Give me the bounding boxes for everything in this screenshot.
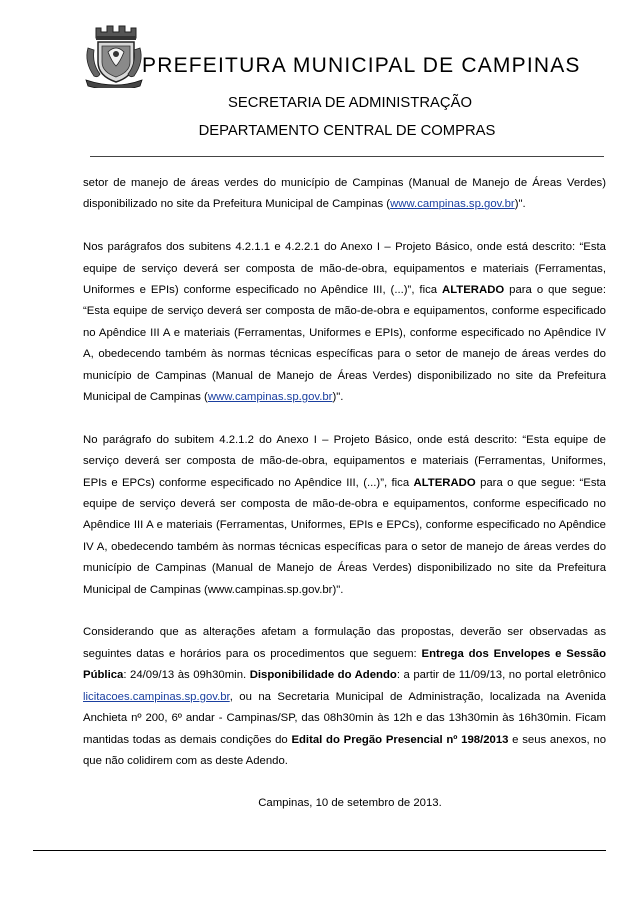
paragraph-text: e seus anexos, no que não colidirem com as deste Adendo.	[83, 733, 607, 767]
paragraph-text: : a partir de 11/09/13, no portal eletrônico	[396, 669, 606, 682]
paragraph-text: Nos parágrafos dos subitens 4.2.1.1 e 4.2.2.1 do Anexo I – Projeto Básico, onde está descrito: “Esta equipe de serviço deverá ser composta de mão-de-obra, equipamentos e materiais (Ferramentas, Uniformes e EPIs) conforme especificado no Apêndice III, (...)”, fica	[83, 241, 606, 297]
coat-of-arms-logo	[82, 22, 146, 88]
header-divider	[90, 156, 604, 157]
paragraph-4	[83, 622, 606, 772]
portal-link[interactable]: licitacoes.campinas.sp.gov.br	[83, 690, 230, 703]
paragraph-text: )".	[332, 391, 344, 404]
envelope-delivery-heading: Entrega dos Envelopes e Sessão Pública	[83, 647, 606, 682]
closing-date: Campinas, 10 de setembro de 2013.	[258, 797, 442, 809]
website-link[interactable]: www.campinas.sp.gov.br	[390, 198, 515, 211]
altered-keyword: ALTERADO	[413, 476, 476, 489]
altered-keyword: ALTERADO	[442, 284, 505, 297]
paragraph-text: Considerando que as alterações afetam a formulação das propostas, deverão ser observadas as seguintes datas e horários para os procedimentos que seguem:	[83, 626, 606, 660]
addendum-availability-heading: Disponibilidade do Adendo	[249, 669, 397, 682]
paragraph-3	[83, 430, 606, 601]
website-link[interactable]: www.campinas.sp.gov.br	[207, 391, 333, 404]
document-body	[83, 173, 606, 772]
paragraph-text: para o que segue: “Esta equipe de serviço deverá ser composta de mão-de-obra e equipamentos, conforme especificado no Apêndice III A e materiais (Ferramentas, Uniformes e EPIs), conforme especificado no Apêndice IV A, obedecendo também às normas técnicas específicas para o setor de manejo de áreas verdes do município de Campinas (Manual de Manejo de Áreas Verdes) disponibilizado no site da Prefeitura Municipal de Campinas (	[83, 284, 606, 404]
paragraph-text: setor de manejo de áreas verdes do município de Campinas (Manual de Manejo de Áreas Verdes) disponibilizado no site da Prefeitura Municipal de Campinas (	[83, 177, 606, 211]
secretariat-subtitle: SECRETARIA DE ADMINISTRAÇÃO	[228, 95, 472, 111]
paragraph-1	[83, 173, 606, 216]
footer-divider	[33, 850, 606, 851]
paragraph-text: , ou na Secretaria Municipal de Administração, localizada na Avenida Anchieta nº 200, 6º andar - Campinas/SP, das 08h30min às 12h e das 13h30min às 16h30min. Ficam mantidas todas as demais condições do	[83, 690, 606, 746]
paragraph-2	[83, 237, 606, 408]
page-title: PREFEITURA MUNICIPAL DE CAMPINAS	[142, 54, 581, 77]
department-subtitle: DEPARTAMENTO CENTRAL DE COMPRAS	[198, 123, 496, 139]
paragraph-text: para o que segue: “Esta equipe de serviço deverá ser composta de mão-de-obra e equipamentos, conforme especificado no Apêndice III A e materiais (Ferramentas, Uniformes, EPIs e EPCs), conforme especificado no Apêndice IV A, obedecendo também às normas técnicas específicas para o setor de manejo de áreas verdes do município de Campinas (Manual de Manejo de Áreas Verdes) disponibilizado no site da Prefeitura Municipal de Campinas (www.campinas.sp.gov.br)".	[83, 476, 606, 596]
edital-reference: Edital do Pregão Presencial nº 198/2013	[291, 733, 509, 746]
paragraph-text: )".	[514, 198, 526, 211]
paragraph-text: No parágrafo do subitem 4.2.1.2 do Anexo I – Projeto Básico, onde está descrito: “Esta equipe de serviço deverá ser composta de mão-de-obra, equipamentos e materiais (Ferramentas, Uniformes, EPIs e EPCs) conforme especificado no Apêndice III, (...)”, fica	[83, 433, 606, 489]
paragraph-text: : 24/09/13 às 09h30min.	[123, 669, 250, 682]
